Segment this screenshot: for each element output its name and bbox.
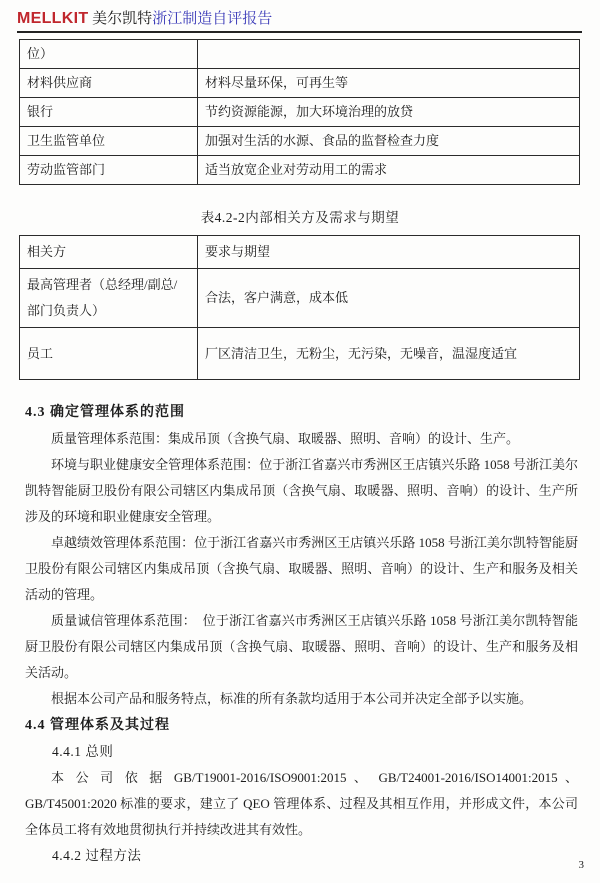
header-title-blue: 浙江制造自评报告 bbox=[152, 11, 273, 27]
page-number: 3 bbox=[578, 859, 584, 871]
paragraph-quality-scope: 质量管理体系范围：集成吊顶（含换气扇、取暖器、照明、音响）的设计、生产。 bbox=[51, 431, 520, 446]
table-row bbox=[20, 69, 580, 98]
party-cell: 劳动监管部门 bbox=[20, 156, 198, 185]
column-header-party: 相关方 bbox=[20, 236, 198, 269]
internal-parties-table bbox=[19, 235, 580, 380]
header-title-black: 美尔凯特 bbox=[88, 11, 153, 27]
party-cell: 位） bbox=[20, 40, 198, 69]
paragraph-standards: 本 公 司 依 据 GB/T19001-2016/ISO9001:2015 、 GB/T24001-2016/ISO14001:2015 、GB/T45001:2020 标准的要求，建立了 QEO 管理体系、过程及其相互作用，并形成文件，本公司全体员工将有效地贯彻执行并持续改进其有效性。 bbox=[25, 770, 578, 837]
table-header-row bbox=[20, 236, 580, 269]
table-row bbox=[20, 328, 580, 380]
section-heading-4-4: 4.4 管理体系及其过程 bbox=[25, 718, 170, 733]
external-parties-table bbox=[19, 39, 580, 185]
party-cell: 银行 bbox=[20, 98, 198, 127]
requirement-cell: 适当放宽企业对劳动用工的需求 bbox=[198, 156, 580, 185]
column-header-requirement: 要求与期望 bbox=[198, 236, 580, 269]
requirement-cell bbox=[198, 40, 580, 69]
page-header bbox=[17, 7, 582, 33]
document-body bbox=[25, 399, 578, 869]
requirement-cell: 加强对生活的水源、食品的监督检查力度 bbox=[198, 127, 580, 156]
party-cell: 最高管理者（总经理/副总/部门负责人） bbox=[20, 269, 198, 328]
brand-logo-text: MELLKIT bbox=[17, 10, 89, 27]
table-row bbox=[20, 269, 580, 328]
requirement-cell: 节约资源能源，加大环境治理的放贷 bbox=[198, 98, 580, 127]
requirement-cell: 合法，客户满意，成本低 bbox=[198, 269, 580, 328]
table-caption: 表4.2-2内部相关方及需求与期望 bbox=[200, 210, 400, 225]
paragraph-applicability: 根据本公司产品和服务特点，标准的所有条款均适用于本公司并决定全部予以实施。 bbox=[51, 691, 533, 706]
paragraph-excellence-scope: 卓越绩效管理体系范围：位于浙江省嘉兴市秀洲区王店镇兴乐路 1058 号浙江美尔凯特智能厨卫股份有限公司辖区内集成吊顶（含换气扇、取暖器、照明、音响）的设计、生产和服务及相关活动的管理。 bbox=[25, 535, 578, 602]
party-cell: 卫生监管单位 bbox=[20, 127, 198, 156]
subsection-heading-4-4-2: 4.4.2 过程方法 bbox=[52, 848, 142, 863]
requirement-cell: 材料尽量环保，可再生等 bbox=[198, 69, 580, 98]
table-row bbox=[20, 127, 580, 156]
paragraph-ehs-scope: 环境与职业健康安全管理体系范围：位于浙江省嘉兴市秀洲区王店镇兴乐路 1058 号浙江美尔凯特智能厨卫股份有限公司辖区内集成吊顶（含换气扇、取暖器、照明、音响）的设计、生产所涉及的环境和职业健康安全管理。 bbox=[25, 457, 578, 524]
table-row bbox=[20, 156, 580, 185]
section-heading-4-3: 4.3 确定管理体系的范围 bbox=[25, 405, 185, 420]
party-cell: 员工 bbox=[20, 328, 198, 380]
table-row bbox=[20, 98, 580, 127]
party-cell: 材料供应商 bbox=[20, 69, 198, 98]
requirement-cell: 厂区清洁卫生，无粉尘，无污染，无噪音，温湿度适宜 bbox=[198, 328, 580, 380]
paragraph-integrity-scope: 质量诚信管理体系范围： 位于浙江省嘉兴市秀洲区王店镇兴乐路 1058 号浙江美尔凯特智能厨卫股份有限公司辖区内集成吊顶（含换气扇、取暖器、照明、音响）的设计、生产和服务及相关活动。 bbox=[25, 613, 578, 680]
table-row bbox=[20, 40, 580, 69]
subsection-heading-4-4-1: 4.4.1 总则 bbox=[52, 744, 114, 759]
